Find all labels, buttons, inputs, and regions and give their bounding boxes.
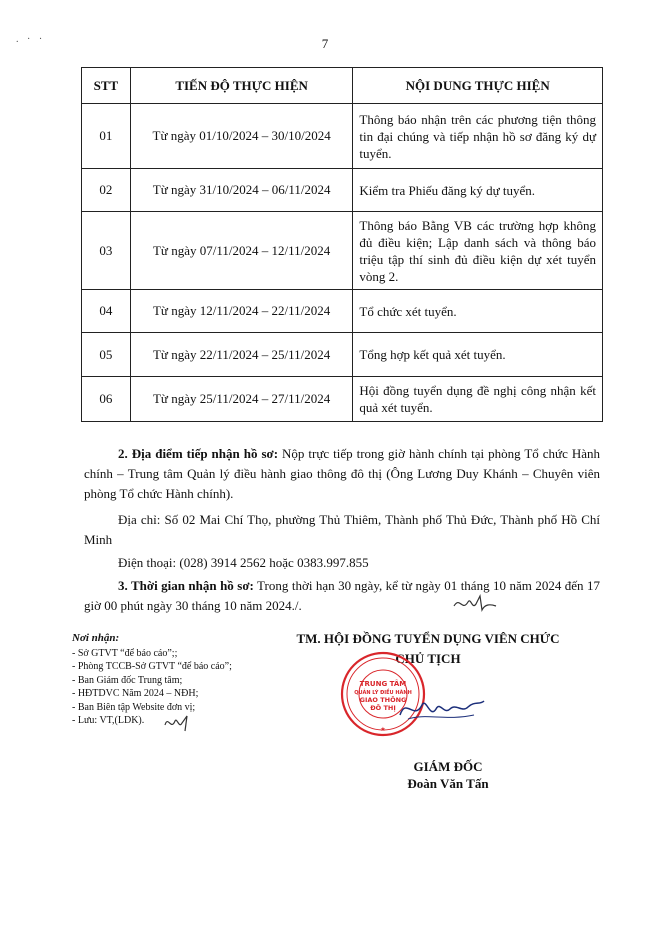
seal-line-2: QUẢN LÝ ĐIỀU HÀNH (354, 690, 412, 696)
initials-mark-2 (163, 713, 193, 733)
seal-line-1: TRUNG TÂM (359, 680, 407, 688)
table-row (82, 169, 603, 212)
recipient-item: - HĐTDVC Năm 2024 – NĐH; (72, 688, 199, 699)
row-stt: 04 (82, 290, 131, 333)
table-row (82, 333, 603, 377)
recipient-item: - Ban Giám đốc Trung tâm; (72, 674, 183, 686)
row-content: Hội đồng tuyển dụng đề nghị công nhận kết quả xét tuyển. (353, 377, 603, 422)
section-2-label: 2. Địa điểm tiếp nhận hồ sơ: (118, 446, 279, 461)
section-2-paragraph (84, 444, 600, 504)
chairman-signature (396, 691, 488, 727)
row-stt: 03 (82, 212, 131, 290)
row-time: Từ ngày 25/11/2024 – 27/11/2024 (130, 377, 353, 422)
table-row (82, 212, 603, 290)
section-3-label: 3. Thời gian nhận hồ sơ: (118, 578, 254, 593)
table-row (82, 104, 603, 169)
recipient-item: - Phòng TCCB-Sở GTVT “để báo cáo”; (72, 661, 232, 672)
row-time: Từ ngày 12/11/2024 – 22/11/2024 (130, 290, 353, 333)
recipient-item: - Lưu: VT,(LDK). (72, 715, 145, 726)
row-content: Tổ chức xét tuyển. (353, 290, 603, 333)
table-row (82, 377, 603, 422)
section-2-text: Nộp trực tiếp trong giờ hành chính tại phòng Tổ chức Hành chính – Trung tâm Quản lý điều hành giao thông đô thị (Ông Lương Duy Khánh – Chuyên viên phòng Tổ chức Hành chính). (84, 446, 601, 501)
row-time: Từ ngày 22/11/2024 – 25/11/2024 (130, 333, 353, 377)
scan-artifact: . · · (16, 34, 46, 45)
schedule-table (81, 67, 603, 422)
row-content: Thông báo Bằng VB các trường hợp không đủ điều kiện; Lập danh sách và thông báo triệu tập thí sinh đủ điều kiện dự xét tuyển vòng 2. (353, 212, 603, 290)
phone-line: Điện thoại: (028) 3914 2562 hoặc 0383.997.855 (118, 555, 369, 570)
row-stt: 02 (82, 169, 131, 212)
seal-line-3: GIAO THÔNG (359, 696, 407, 704)
recipient-item: - Ban Biên tập Website đơn vị; (72, 701, 196, 713)
row-time: Từ ngày 31/10/2024 – 06/11/2024 (130, 169, 353, 212)
recipient-item: - Sở GTVT “để báo cáo”;; (72, 647, 178, 659)
row-content: Kiểm tra Phiếu đăng ký dự tuyển. (353, 169, 603, 212)
initials-mark-1 (452, 592, 498, 614)
signature-position: GIÁM ĐỐC (413, 759, 483, 774)
section-3-text: Trong thời hạn 30 ngày, kể từ ngày 01 tháng 10 năm 2024 đến 17 giờ 00 phút ngày 30 tháng 10 năm 2024./. (84, 578, 600, 613)
signature-org-title: TM. HỘI ĐỒNG TUYỂN DỤNG VIÊN CHỨC (296, 631, 560, 646)
header-stt: STT (82, 68, 131, 104)
seal-line-4: ĐÔ THỊ (370, 704, 396, 712)
row-stt: 01 (82, 104, 131, 169)
row-stt: 05 (82, 333, 131, 377)
section-3-paragraph (84, 576, 600, 616)
row-content: Thông báo nhận trên các phương tiện thông tin đại chúng và tiếp nhận hồ sơ đăng ký dự tuyển. (353, 104, 603, 169)
signature-role: CHỦ TỊCH (395, 651, 461, 666)
header-time: TIẾN ĐỘ THỰC HIỆN (130, 68, 353, 104)
row-time: Từ ngày 07/11/2024 – 12/11/2024 (130, 212, 353, 290)
page-number: 7 (321, 36, 329, 51)
row-time: Từ ngày 01/10/2024 – 30/10/2024 (130, 104, 353, 169)
table-row (82, 290, 603, 333)
row-content: Tổng hợp kết quả xét tuyển. (353, 333, 603, 377)
header-content: NỘI DUNG THỰC HIỆN (353, 68, 603, 104)
address-line: Địa chỉ: Số 02 Mai Chí Thọ, phường Thủ Thiêm, Thành phố Thủ Đức, Thành phố Hồ Chí Minh (84, 512, 600, 547)
recipients-title: Nơi nhận: (72, 632, 120, 644)
table-header-row (82, 68, 603, 104)
seal-star-icon: ★ (380, 726, 386, 733)
row-stt: 06 (82, 377, 131, 422)
signature-name: Đoàn Văn Tấn (407, 776, 489, 791)
